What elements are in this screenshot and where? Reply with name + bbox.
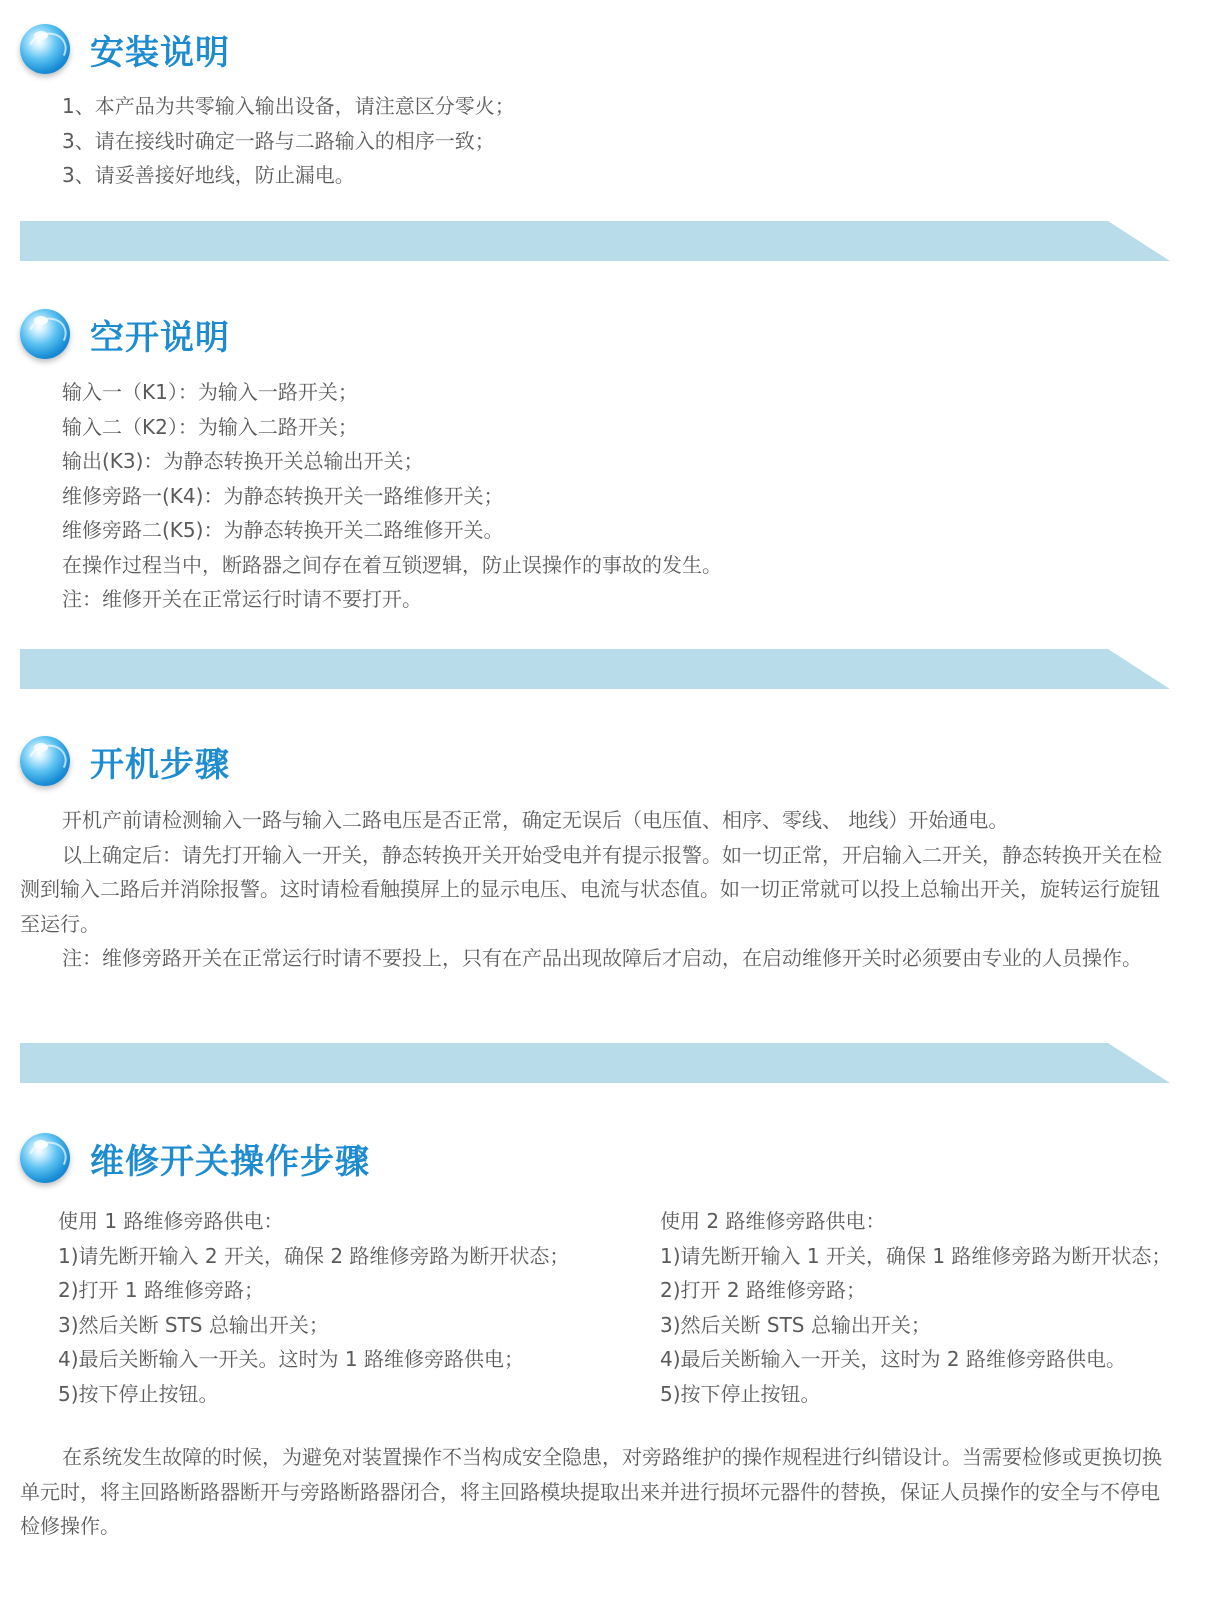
list-item: 输出(K3)：为静态转换开关总输出开关； xyxy=(62,449,424,473)
startup-text xyxy=(20,803,1162,976)
paragraph: 以上确定后：请先打开输入一开关，静态转换开关开始受电并有提示报警。如一切正常，开启输入二开关，静态转换开关在检测到输入二路后并消除报警。这时请检看触摸屏上的显示电压、电流与状态值。如一切正常就可以投上总输出开关，旋转运行旋钮至运行。 xyxy=(20,842,1162,936)
list-item: 4)最后关断输入一开关。这时为 1 路维修旁路供电； xyxy=(58,1347,524,1371)
section-title: 空开说明 xyxy=(90,317,230,358)
list-item: 5)按下停止按钮。 xyxy=(58,1381,219,1406)
paragraph: 在系统发生故障的时候，为避免对装置操作不当构成安全隐患，对旁路维护的操作规程进行纠错设计。当需要检修或更换切换单元时，将主回路断路器断开与旁路断路器闭合，将主回路模块提取出来并进行损坏元器件的替换，保证人员操作的安全与不停电检修操作。 xyxy=(20,1445,1162,1538)
maintenance-right-column xyxy=(660,1204,1220,1411)
list-item: 3)然后关断 STS 总输出开关； xyxy=(660,1312,931,1337)
section-divider-band xyxy=(20,221,1170,261)
list-item: 注：维修开关在正常运行时请不要打开。 xyxy=(62,587,422,611)
section-header-breaker xyxy=(20,304,230,364)
install-list xyxy=(62,89,515,193)
list-item: 2)打开 2 路维修旁路； xyxy=(660,1278,866,1302)
globe-icon xyxy=(20,309,70,359)
globe-icon xyxy=(20,1133,70,1183)
list-item: 5)按下停止按钮。 xyxy=(660,1381,821,1406)
list-item: 在操作过程当中，断路器之间存在着互锁逻辑，防止误操作的事故的发生。 xyxy=(62,552,722,577)
list-item: 使用 1 路维修旁路供电： xyxy=(58,1209,284,1233)
list-item: 1)请先断开输入 2 开关，确保 2 路维修旁路为断开状态； xyxy=(58,1243,570,1268)
globe-icon xyxy=(20,736,70,786)
list-item: 1)请先断开输入 1 开关，确保 1 路维修旁路为断开状态； xyxy=(660,1243,1172,1268)
section-header-startup xyxy=(20,731,230,791)
paragraph: 开机产前请检测输入一路与输入二路电压是否正常，确定无误后（电压值、相序、零线、 地线）开始通电。 xyxy=(62,808,1009,832)
section-title: 安装说明 xyxy=(90,32,230,73)
list-item: 使用 2 路维修旁路供电： xyxy=(660,1209,886,1233)
section-header-maintenance xyxy=(20,1128,370,1188)
section-title: 维修开关操作步骤 xyxy=(90,1141,370,1182)
list-item: 1、本产品为共零输入输出设备，请注意区分零火； xyxy=(62,94,515,118)
section-divider-band xyxy=(20,649,1170,689)
list-item: 3)然后关断 STS 总输出开关； xyxy=(58,1312,329,1337)
list-item: 2)打开 1 路维修旁路； xyxy=(58,1278,264,1302)
paragraph: 注：维修旁路开关在正常运行时请不要投上，只有在产品出现故障后才启动，在启动维修开关时必须要由专业的人员操作。 xyxy=(62,946,1142,970)
list-item: 维修旁路一(K4)：为静态转换开关一路维修开关； xyxy=(62,483,504,508)
list-item: 输入二（K2）：为输入二路开关； xyxy=(62,414,358,439)
maintenance-left-column xyxy=(58,1204,648,1411)
list-item: 输入一（K1）：为输入一路开关； xyxy=(62,380,358,404)
breaker-list xyxy=(62,375,722,617)
section-divider-band xyxy=(20,1043,1170,1083)
section-header-install xyxy=(20,19,230,79)
list-item: 维修旁路二(K5)：为静态转换开关二路维修开关。 xyxy=(62,518,504,542)
maintenance-closing xyxy=(20,1440,1162,1544)
list-item: 4)最后关断输入一开关，这时为 2 路维修旁路供电。 xyxy=(660,1347,1126,1371)
list-item: 3、请在接线时确定一路与二路输入的相序一致； xyxy=(62,128,495,153)
globe-icon xyxy=(20,24,70,74)
section-title: 开机步骤 xyxy=(90,744,230,785)
list-item: 3、请妥善接好地线，防止漏电。 xyxy=(62,163,355,187)
